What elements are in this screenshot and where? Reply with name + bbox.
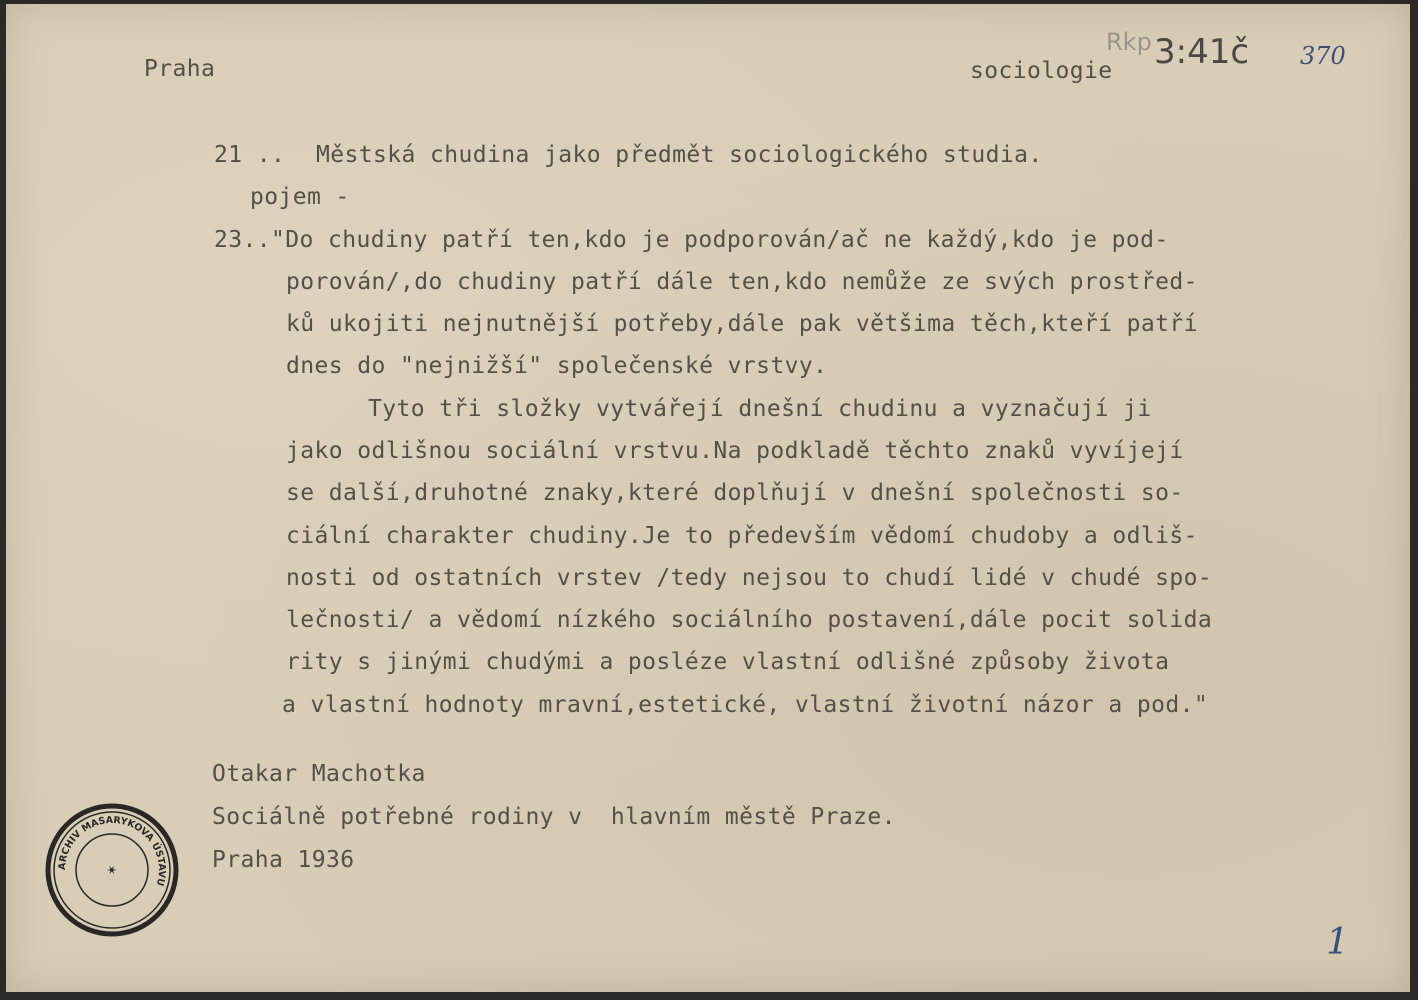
stamp-ring-text: ARCHIV MASARYKOVA ÚSTAVU: [56, 814, 168, 888]
entry-21-text: Městská chudina jako předmět sociologického studia.: [316, 142, 1043, 168]
quote-line: Tyto tři složky vytvářejí dnešní chudinu a vyznačují ji: [368, 396, 1152, 422]
entry-21-marker: 21 ..: [214, 142, 286, 168]
shelf-mark-handwritten: 370: [1300, 42, 1346, 70]
quote-line: lečnosti/ a vědomí nízkého sociálního postavení,dále pocit solida: [286, 607, 1213, 633]
shelf-mark-number: 3:41č: [1154, 32, 1250, 72]
quote-line: ků ukojiti nejnutnější potřeby,dále pak většima těch,kteří patří: [286, 311, 1198, 337]
archive-stamp: [42, 800, 182, 940]
quote-line: jako odlišnou sociální vrstvu.Na podkladě těchto znaků vyvíjejí: [286, 438, 1184, 464]
quote-line: se další,druhotné znaky,které doplňují v dnešní společnosti so-: [286, 480, 1184, 506]
svg-text:✶: ✶: [103, 864, 118, 876]
quote-line: nosti od ostatních vrstev /tedy nejsou to chudí lidé v chudé spo-: [286, 565, 1213, 591]
source-place-year: Praha 1936: [212, 847, 355, 873]
quote-line: 23.."Do chudiny patří ten,kdo je podporován/ač ne každý,kdo je pod-: [214, 227, 1169, 253]
source-title: Sociálně potřebné rodiny v hlavním městě Praze.: [212, 804, 896, 830]
entry-concept-label: pojem -: [250, 184, 350, 210]
catalog-card: [6, 4, 1410, 992]
svg-text:ARCHIV MASARYKOVA ÚSTAVU: [57, 815, 167, 887]
header-place: Praha: [144, 56, 216, 82]
quote-line: rity s jinými chudými a posléze vlastní odlišné způsoby života: [286, 649, 1170, 675]
quote-line: dnes do "nejnižší" společenské vrstvy.: [286, 353, 828, 379]
quote-line: ciální charakter chudiny.Je to především vědomí chudoby a odliš-: [286, 523, 1198, 549]
shelf-mark-prefix: Rkp: [1106, 28, 1152, 56]
source-author: Otakar Machotka: [212, 761, 426, 787]
header-topic: sociologie: [970, 58, 1113, 84]
quote-line: a vlastní hodnoty mravní,estetické, vlastní životní názor a pod.": [282, 692, 1209, 718]
quote-line: porován/,do chudiny patří dále ten,kdo nemůže ze svých prostřed-: [286, 269, 1198, 295]
page-number: 1: [1326, 922, 1349, 963]
